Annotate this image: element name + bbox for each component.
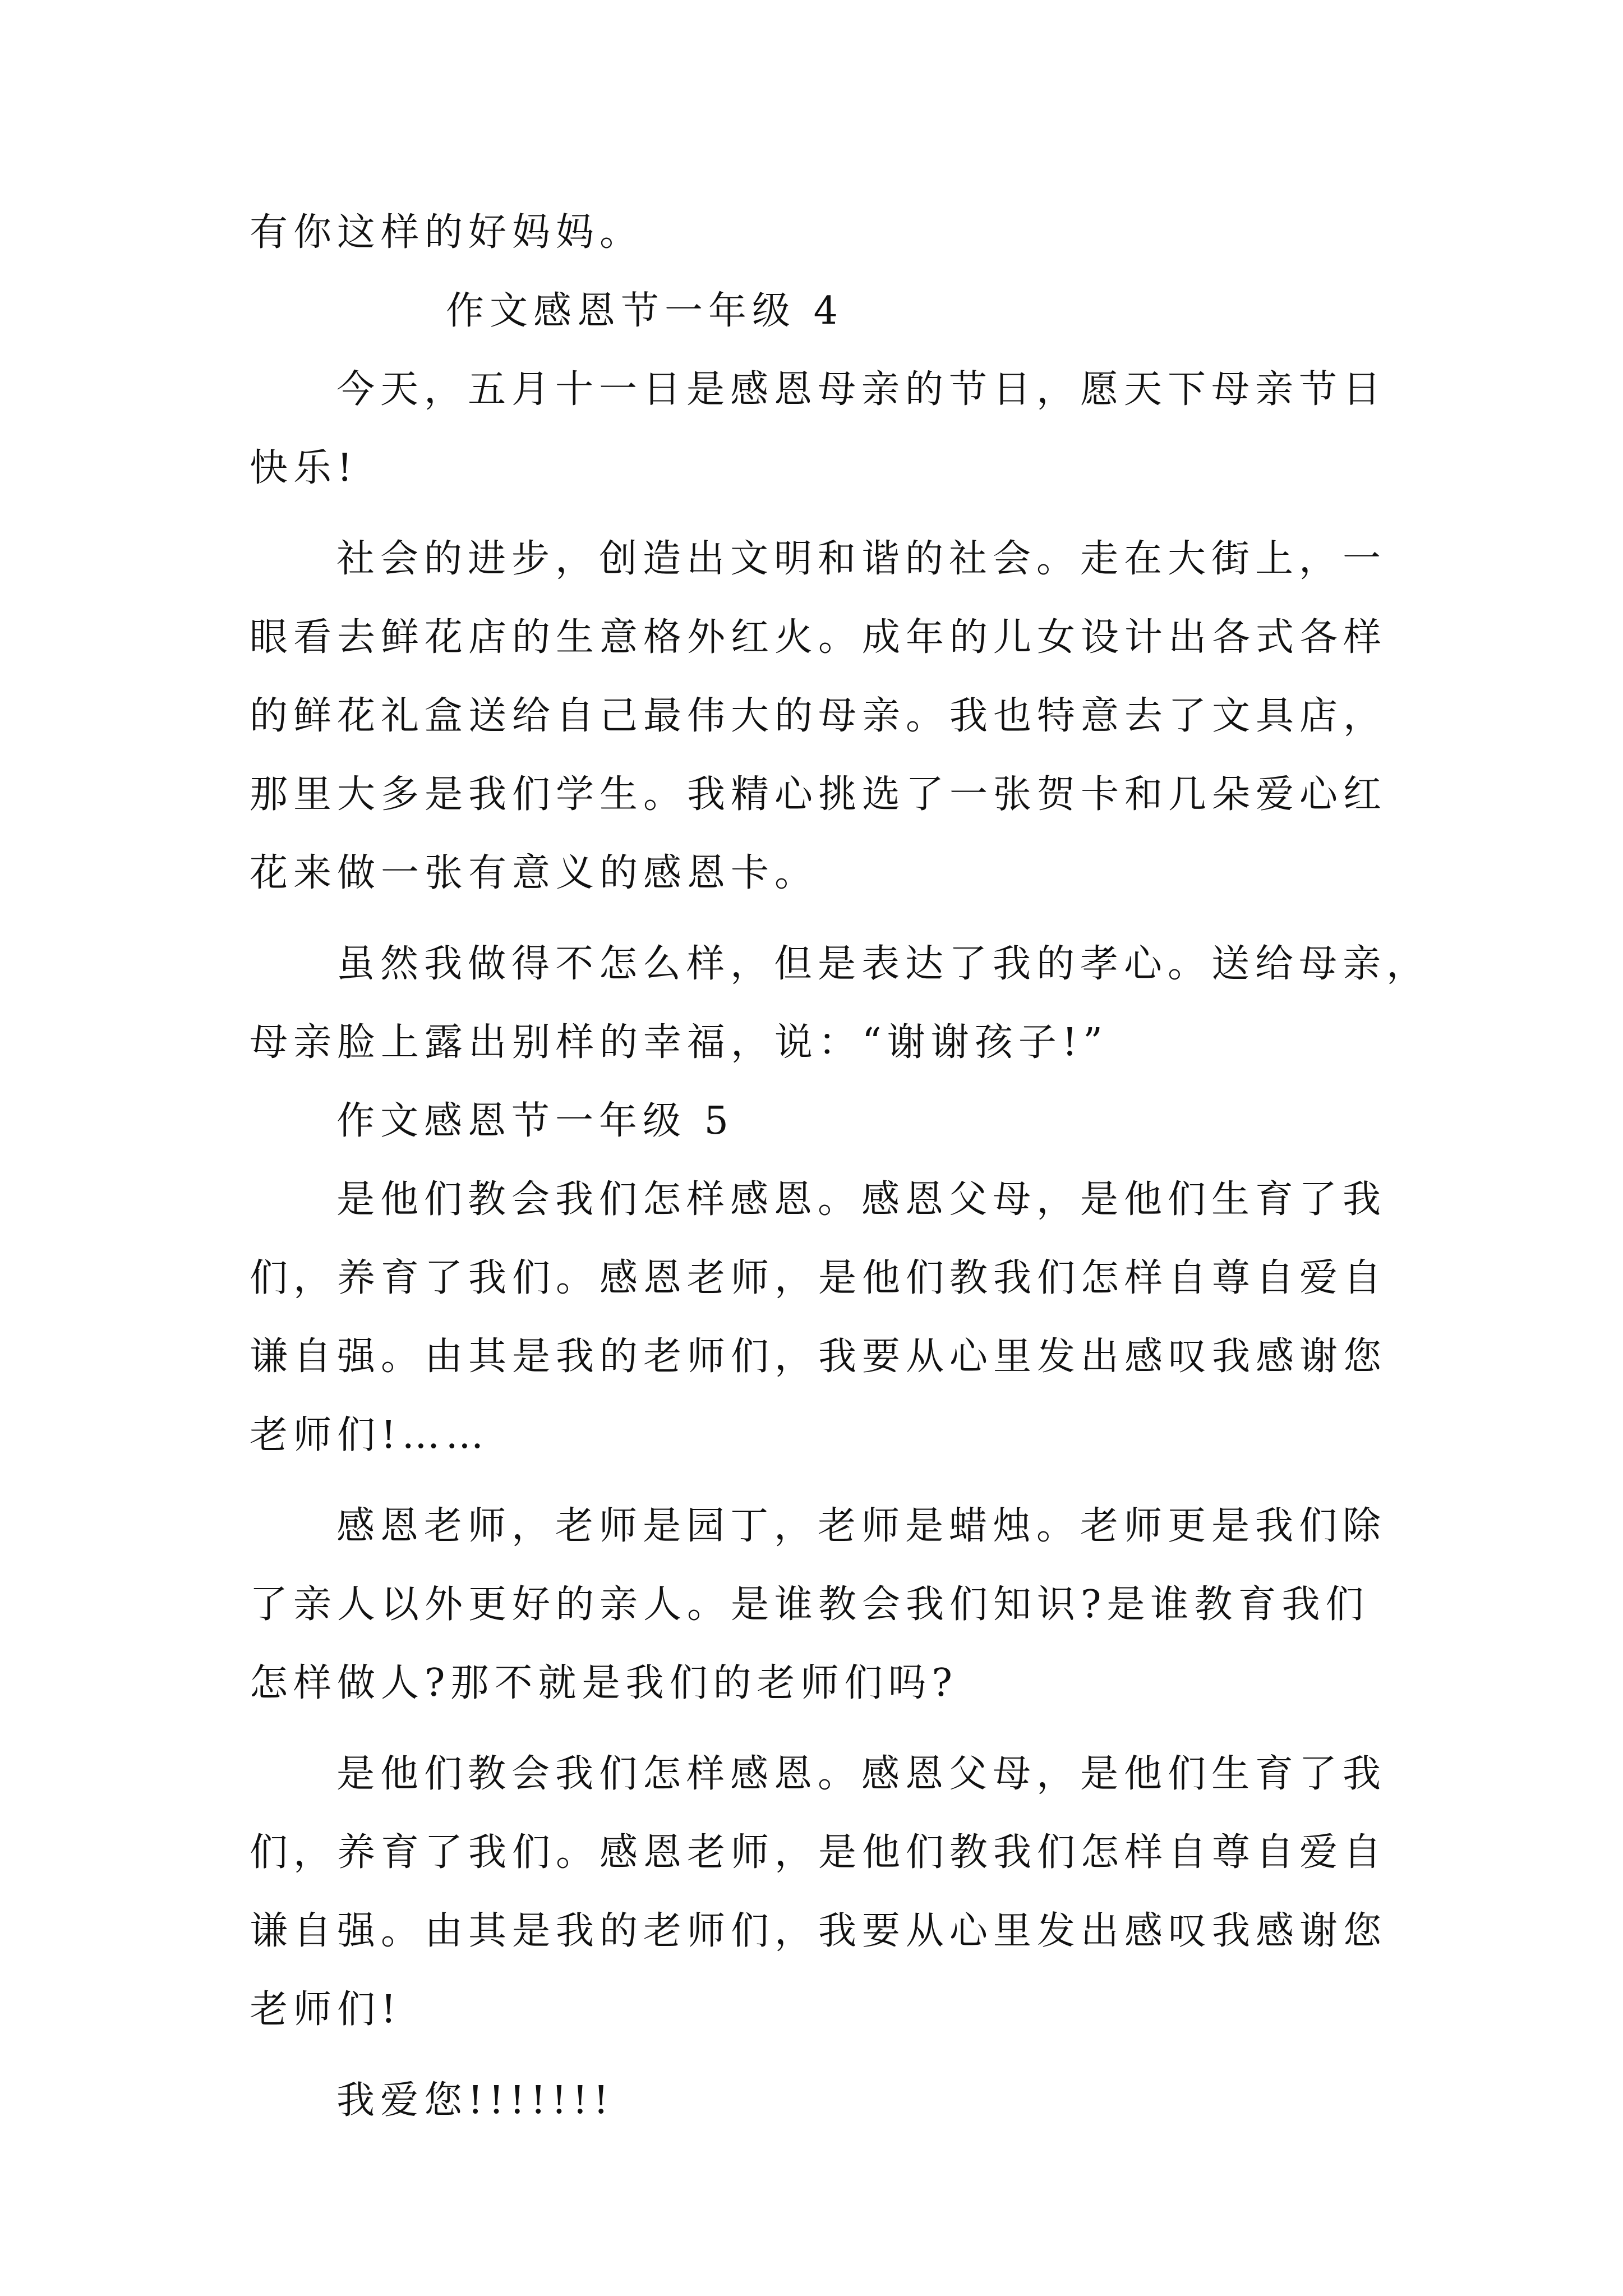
text-line: 们，养育了我们。感恩老师，是他们教我们怎样自尊自爱自 bbox=[250, 1256, 1387, 1300]
text-line: 花来做一张有意义的感恩卡。 bbox=[250, 851, 819, 895]
text-line: 母亲脸上露出别样的幸福，说：“谢谢孩子!” bbox=[250, 1020, 1108, 1065]
paragraph-gap bbox=[250, 1475, 1388, 1487]
text-line: 们，养育了我们。感恩老师，是他们教我们怎样自尊自爱自 bbox=[250, 1830, 1387, 1875]
text-line: 是他们教会我们怎样感恩。感恩父母，是他们生育了我 bbox=[336, 1752, 1387, 1796]
paragraph-gap bbox=[250, 508, 1388, 520]
text-line: 老师们!…… bbox=[250, 1413, 490, 1457]
text-line: 我爱您!!!!!!! bbox=[336, 2078, 615, 2123]
text-line: 了亲人以外更好的亲人。是谁教会我们知识?是谁教育我们 bbox=[250, 1582, 1370, 1627]
text-line: 虽然我做得不怎么样，但是表达了我的孝心。送给母亲， bbox=[336, 942, 1431, 986]
paragraph-gap bbox=[250, 2049, 1388, 2062]
text-line: 的鲜花礼盒送给自己最伟大的母亲。我也特意去了文具店， bbox=[250, 694, 1387, 738]
text-line: 是他们教会我们怎样感恩。感恩父母，是他们生育了我 bbox=[336, 1177, 1387, 1222]
text-line: 怎样做人?那不就是我们的老师们吗? bbox=[250, 1661, 958, 1705]
paragraph-gap bbox=[250, 1723, 1388, 1735]
text-line: 快乐! bbox=[250, 446, 358, 490]
section-heading: 作文感恩节一年级 5 bbox=[336, 1099, 734, 1143]
paragraph-gap bbox=[250, 913, 1388, 925]
document-body bbox=[250, 194, 1431, 2140]
text-line: 那里大多是我们学生。我精心挑选了一张贺卡和几朵爱心红 bbox=[250, 772, 1387, 817]
text-line: 老师们! bbox=[250, 1987, 402, 2032]
text-line: 谦自强。由其是我的老师们，我要从心里发出感叹我感谢您 bbox=[250, 1335, 1387, 1379]
text-line: 感恩老师，老师是园丁，老师是蜡烛。老师更是我们除 bbox=[336, 1504, 1387, 1548]
text-line: 谦自强。由其是我的老师们，我要从心里发出感叹我感谢您 bbox=[250, 1909, 1387, 1953]
text-line: 社会的进步，创造出文明和谐的社会。走在大街上，一 bbox=[336, 537, 1387, 581]
section-heading: 作文感恩节一年级 4 bbox=[446, 289, 843, 333]
text-line: 有你这样的好妈妈。 bbox=[250, 210, 644, 255]
text-line: 眼看去鲜花店的生意格外红火。成年的儿女设计出各式各样 bbox=[250, 615, 1387, 660]
text-line: 今天，五月十一日是感恩母亲的节日，愿天下母亲节日 bbox=[336, 367, 1387, 412]
